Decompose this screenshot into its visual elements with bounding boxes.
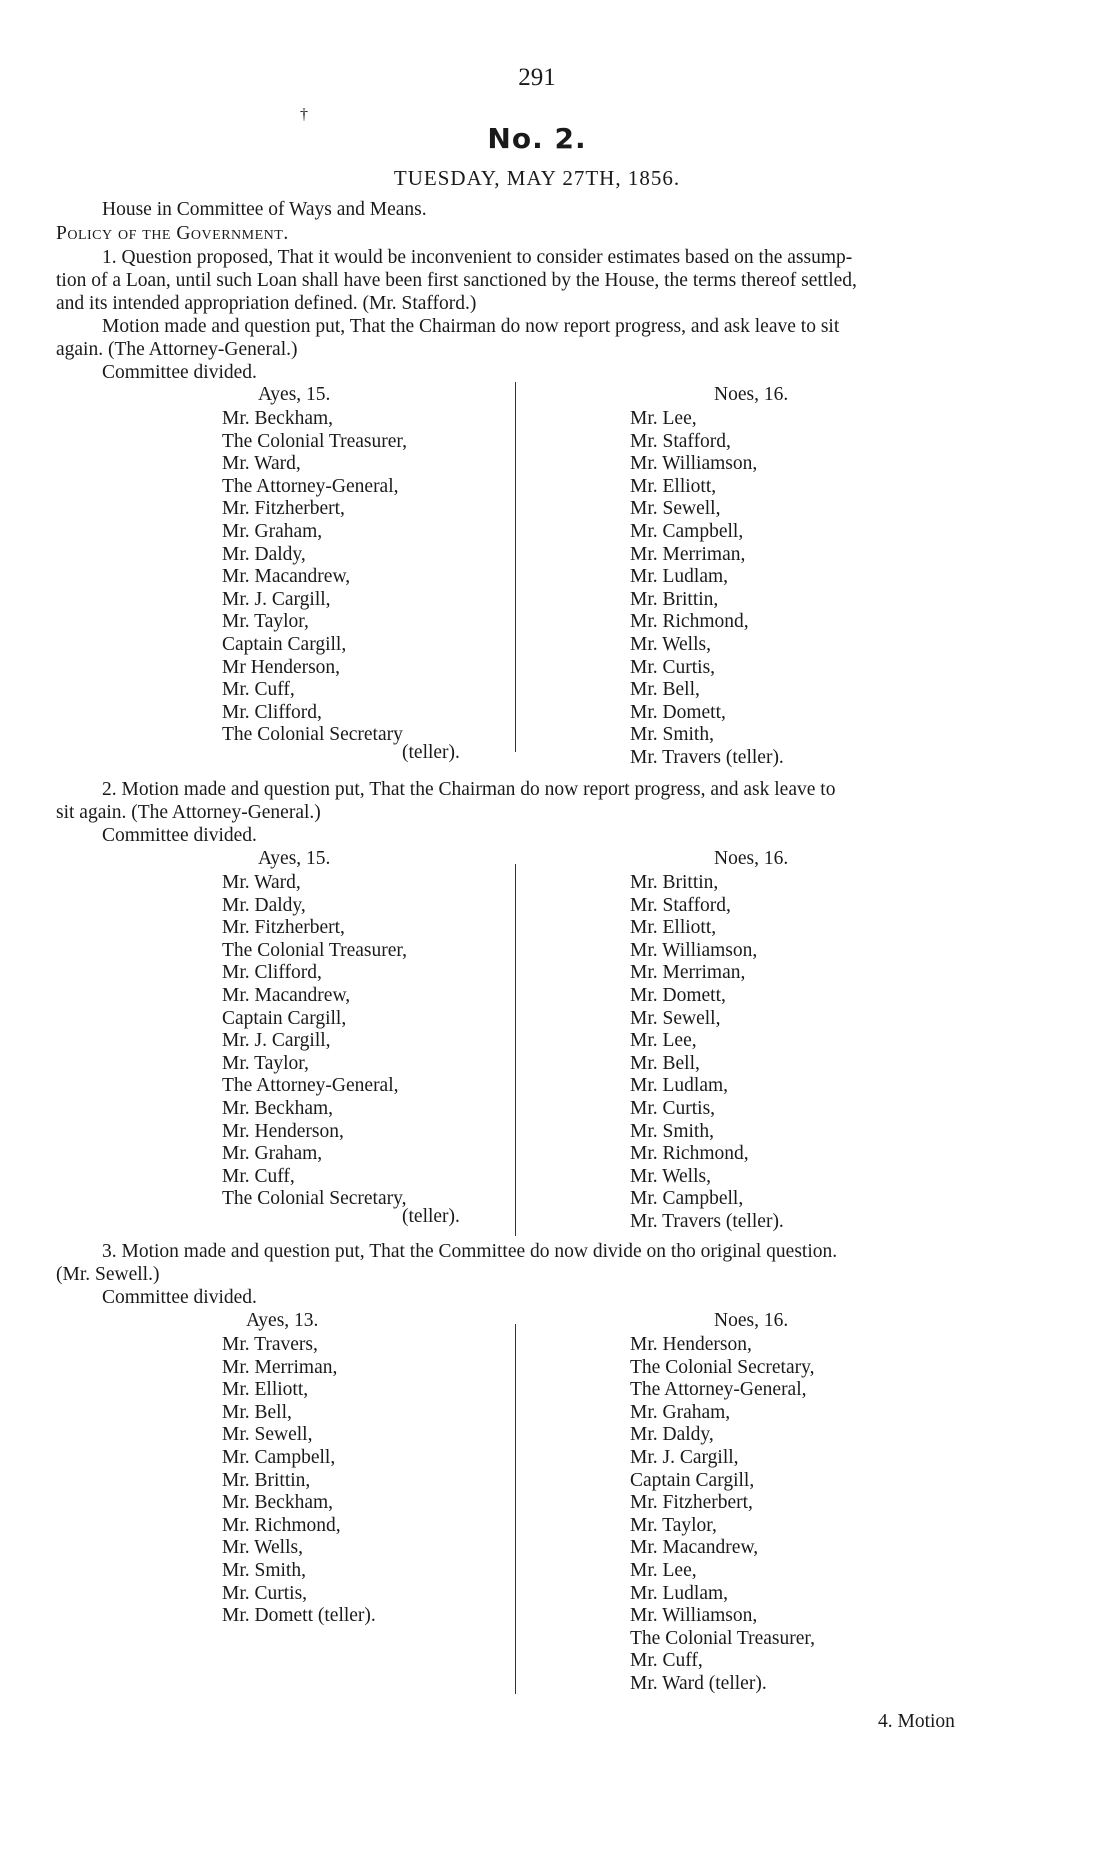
member-name: Mr. Clifford, xyxy=(222,701,322,723)
item3-noes-list xyxy=(630,1334,815,1696)
member-name: Mr. Beckham, xyxy=(222,1492,334,1514)
member-name: Mr. Daldy, xyxy=(630,1424,714,1446)
member-name: Mr. Brittin, xyxy=(222,1469,311,1491)
member-name: Mr. Graham, xyxy=(222,1143,323,1165)
item3-ayes-header: Ayes, 13. xyxy=(246,1310,319,1331)
member-name: The Colonial Secretary xyxy=(222,724,403,746)
member-name: Mr. Campbell, xyxy=(630,1188,744,1210)
member-name: Mr. Sewell, xyxy=(630,1007,721,1029)
member-name: Mr. Cuff, xyxy=(222,679,295,701)
member-name: Mr. Taylor, xyxy=(222,1052,309,1074)
item3-committee-divided: Committee divided. xyxy=(102,1287,257,1308)
member-name: Mr. Henderson, xyxy=(222,1120,344,1142)
item1-ayes-list xyxy=(222,408,407,747)
catchword: 4. Motion xyxy=(878,1711,955,1732)
member-name: Mr. Domett (teller). xyxy=(222,1605,376,1627)
member-name: Mr. Wells, xyxy=(222,1537,303,1559)
member-name: Mr. Stafford, xyxy=(630,430,731,452)
member-name: Mr. Smith, xyxy=(630,1120,714,1142)
member-name: The Colonial Treasurer, xyxy=(222,430,407,452)
member-name: Mr. Taylor, xyxy=(630,1514,717,1536)
member-name: Mr. Williamson, xyxy=(630,939,758,961)
member-name: Mr. Lee, xyxy=(630,408,697,429)
member-name: Mr. Clifford, xyxy=(222,962,322,984)
member-name: Mr. Merriman, xyxy=(630,962,746,984)
sitting-date: TUESDAY, MAY 27TH, 1856. xyxy=(393,166,681,190)
member-name: Captain Cargill, xyxy=(630,1469,755,1491)
member-name: Mr. Smith, xyxy=(222,1559,306,1581)
member-name: Mr. Campbell, xyxy=(630,520,744,542)
member-name: Mr. Bell, xyxy=(630,679,700,701)
member-name: Mr. Stafford, xyxy=(630,894,731,916)
member-name: Mr. Smith, xyxy=(630,724,714,746)
member-name: Mr. J. Cargill, xyxy=(222,1030,331,1052)
item1-committee-divided: Committee divided. xyxy=(102,362,257,383)
item3-column-divider xyxy=(515,1324,516,1694)
member-name: The Colonial Treasurer, xyxy=(630,1627,815,1649)
member-name: Mr. Williamson, xyxy=(630,1605,758,1627)
item1-motion-line2: again. (The Attorney-General.) xyxy=(56,339,298,360)
item1-ayes-header: Ayes, 15. xyxy=(258,384,331,405)
item1-question-line2: tion of a Loan, until such Loan shall have been first sanctioned by the House, the terms thereof settled, xyxy=(56,270,857,291)
member-name: Mr. Beckham, xyxy=(222,408,334,429)
item2-motion-line1: 2. Motion made and question put, That the Chairman do now report progress, and ask leave to xyxy=(102,779,836,800)
member-name: Mr. Cuff, xyxy=(630,1650,703,1672)
member-name: Mr. Sewell, xyxy=(222,1424,313,1446)
item2-ayes-list xyxy=(222,872,407,1211)
member-name: Mr. Curtis, xyxy=(630,1097,716,1119)
member-name: Mr. Henderson, xyxy=(630,1334,752,1355)
item3-noes-header: Noes, 16. xyxy=(714,1310,789,1331)
member-name: The Attorney-General, xyxy=(222,1075,399,1097)
item1-ayes-teller: (teller). xyxy=(402,742,460,763)
member-name: The Colonial Secretary, xyxy=(630,1356,815,1378)
member-name: Mr. Travers (teller). xyxy=(630,746,784,768)
member-name: Mr. Domett, xyxy=(630,701,726,723)
member-name: Mr. Sewell, xyxy=(630,498,721,520)
item3-motion-line2: (Mr. Sewell.) xyxy=(56,1264,160,1285)
member-name: Captain Cargill, xyxy=(222,633,347,655)
item2-noes-header: Noes, 16. xyxy=(714,848,789,869)
item2-noes-list xyxy=(630,872,784,1234)
member-name: Mr. Elliott, xyxy=(222,1379,309,1401)
member-name: Mr. Macandrew, xyxy=(222,984,351,1006)
item1-question-line1: 1. Question proposed, That it would be inconvenient to consider estimates based on the assump- xyxy=(102,247,853,268)
member-name: Mr. Cuff, xyxy=(222,1165,295,1187)
member-name: Mr. Ward (teller). xyxy=(630,1672,767,1694)
page-number: 291 xyxy=(518,64,556,91)
item1-question-line3: and its intended appropriation defined. (Mr. Stafford.) xyxy=(56,293,477,314)
member-name: Mr. Richmond, xyxy=(222,1514,341,1536)
member-name: Mr. Daldy, xyxy=(222,894,306,916)
member-name: The Colonial Treasurer, xyxy=(222,939,407,961)
member-name: Mr. Taylor, xyxy=(222,611,309,633)
member-name: Mr. Wells, xyxy=(630,1165,711,1187)
member-name: Mr. Merriman, xyxy=(630,543,746,565)
member-name: Mr. Travers, xyxy=(222,1334,318,1355)
paper-number: No. 2. xyxy=(487,122,587,155)
member-name: Mr. Fitzherbert, xyxy=(222,498,345,520)
section-title: Policy of the Government. xyxy=(56,223,289,244)
member-name: Mr. Fitzherbert, xyxy=(222,917,345,939)
item2-committee-divided: Committee divided. xyxy=(102,825,257,846)
member-name: The Colonial Secretary, xyxy=(222,1188,407,1210)
house-line: House in Committee of Ways and Means. xyxy=(102,199,427,220)
member-name: Mr. Curtis, xyxy=(222,1582,308,1604)
member-name: Mr. Ward, xyxy=(222,872,301,893)
member-name: Mr Henderson, xyxy=(222,656,341,678)
member-name: Mr. Ludlam, xyxy=(630,1075,729,1097)
member-name: Mr. Brittin, xyxy=(630,588,719,610)
ink-mark: † xyxy=(300,106,308,123)
member-name: Mr. Curtis, xyxy=(630,656,716,678)
item2-ayes-teller: (teller). xyxy=(402,1206,460,1227)
member-name: Captain Cargill, xyxy=(222,1007,347,1029)
item1-motion-line1: Motion made and question put, That the Chairman do now report progress, and ask leave to sit xyxy=(102,316,840,337)
member-name: The Attorney-General, xyxy=(630,1379,807,1401)
member-name: Mr. Daldy, xyxy=(222,543,306,565)
member-name: Mr. Bell, xyxy=(222,1401,292,1423)
member-name: Mr. Graham, xyxy=(630,1401,731,1423)
member-name: Mr. Elliott, xyxy=(630,917,717,939)
member-name: Mr. Lee, xyxy=(630,1030,697,1052)
member-name: Mr. Domett, xyxy=(630,984,726,1006)
item2-column-divider xyxy=(515,864,516,1236)
member-name: Mr. Richmond, xyxy=(630,1143,749,1165)
member-name: Mr. J. Cargill, xyxy=(630,1446,739,1468)
member-name: Mr. Wells, xyxy=(630,633,711,655)
member-name: Mr. Elliott, xyxy=(630,475,717,497)
item3-ayes-list xyxy=(222,1334,376,1628)
member-name: Mr. Macandrew, xyxy=(222,566,351,588)
item1-noes-list xyxy=(630,408,784,770)
member-name: Mr. Williamson, xyxy=(630,453,758,475)
member-name: Mr. Bell, xyxy=(630,1052,700,1074)
member-name: Mr. J. Cargill, xyxy=(222,588,331,610)
member-name: Mr. Travers (teller). xyxy=(630,1210,784,1232)
item3-motion-line1: 3. Motion made and question put, That the Committee do now divide on tho original question. xyxy=(102,1241,838,1262)
member-name: Mr. Ludlam, xyxy=(630,566,729,588)
item1-noes-header: Noes, 16. xyxy=(714,384,789,405)
member-name: Mr. Macandrew, xyxy=(630,1537,759,1559)
member-name: Mr. Campbell, xyxy=(222,1446,336,1468)
member-name: Mr. Ward, xyxy=(222,453,301,475)
member-name: Mr. Richmond, xyxy=(630,611,749,633)
member-name: Mr. Graham, xyxy=(222,520,323,542)
member-name: Mr. Merriman, xyxy=(222,1356,338,1378)
item1-column-divider xyxy=(515,382,516,752)
member-name: Mr. Ludlam, xyxy=(630,1582,729,1604)
member-name: Mr. Brittin, xyxy=(630,872,719,893)
member-name: Mr. Lee, xyxy=(630,1559,697,1581)
member-name: The Attorney-General, xyxy=(222,475,399,497)
member-name: Mr. Fitzherbert, xyxy=(630,1492,753,1514)
item2-ayes-header: Ayes, 15. xyxy=(258,848,331,869)
item2-motion-line2: sit again. (The Attorney-General.) xyxy=(56,802,321,823)
member-name: Mr. Beckham, xyxy=(222,1097,334,1119)
